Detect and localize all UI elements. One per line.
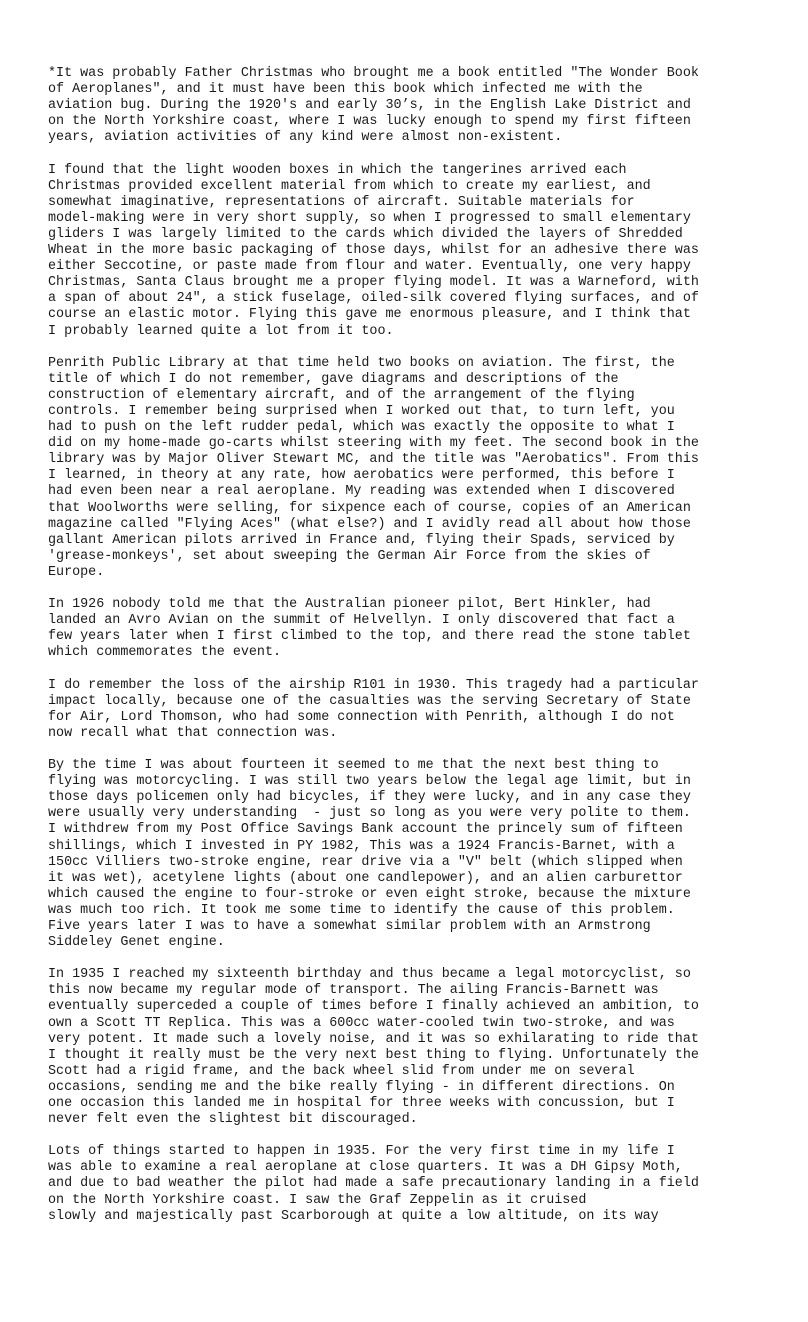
paragraph-sixteenth-birthday: In 1935 I reached my sixteenth birthday and thus became a legal motorcyclist, so this now became my regular mode of transport. The ailing Francis-Barnett was eventually superceded a couple of times before I finally achieved an ambition, to own a Scott TT Replica. This was a 600cc water-cooled twin two-stroke, and was very potent. It made such a lovely noise, and it was so exhilarating to ride that I thought it really must be the very next best thing to flying. Unfortunately the Scott had a rigid frame, and the back wheel slid from under me on several occasions, sending me and the bike really flying - in different directions. On one occasion this landed me in hospital for three weeks with concussion, but I never felt even the slightest bit discouraged. xyxy=(48,967,699,1128)
paragraph-airship-r101: I do remember the loss of the airship R101 in 1930. This tragedy had a particular impact locally, because one of the casualties was the serving Secretary of State for Air, Lord Thomson, who had some connection with Penrith, although I do not now recall what that connection was. xyxy=(48,677,699,741)
paragraph-wonder-book: *It was probably Father Christmas who brought me a book entitled "The Wonder Book of Aeroplanes", and it must have been this book which infected me with the aviation bug. During the 1920's and early 30’s, in the English Lake District and on the North Yorkshire coast, where I was lucky enough to spend my first fifteen years, aviation activities of any kind were almost non-existent. xyxy=(48,66,699,146)
paragraph-gipsy-moth: Lots of things started to happen in 1935. For the very first time in my life I was able to examine a real aeroplane at close quarters. It was a DH Gipsy Moth, and due to bad weather the pilot had made a safe precautionary landing in a field on the North Yorkshire coast. I saw the Graf Zeppelin as it cruised slowly and majestically past Scarborough at quite a low altitude, on its way xyxy=(48,1144,699,1224)
paragraph-motorcycling: By the time I was about fourteen it seemed to me that the next best thing to flying was motorcycling. I was still two years below the legal age limit, but in those days policemen only had bicycles, if they were lucky, and in any case they were usually very understanding - just so long as you were very polite to them. I withdrew from my Post Office Savings Bank account the princely sum of fifteen shillings, which I invested in PY 1982, This was a 1924 Francis-Barnet, with a 150cc Villiers two-stroke engine, rear drive via a "V" belt (which slipped when it was wet), acetylene lights (about one candlepower), and an alien carburettor which caused the engine to four-stroke or even eight stroke, because the mixture was much too rich. It took me some time to identify the cause of this problem. Five years later I was to have a somewhat similar problem with an Armstrong Siddeley Genet engine. xyxy=(48,758,691,951)
paragraph-model-making: I found that the light wooden boxes in which the tangerines arrived each Christmas provided excellent material from which to create my earliest, and somewhat imaginative, representations of aircraft. Suitable materials for model-making were in very short supply, so when I progressed to small elementary gliders I was largely limited to the cards which divided the layers of Shredded Wheat in the more basic packaging of those days, whilst for an adhesive there was either Seccotine, or paste made from flour and water. Eventually, one very happy Christmas, Santa Claus brought me a proper flying model. It was a Warneford, with a span of about 24", a stick fuselage, oiled-silk covered flying surfaces, and of course an elastic motor. Flying this gave me enormous pleasure, and I think that I probably learned quite a lot from it too. xyxy=(48,162,699,339)
paragraph-helvellyn-landing: In 1926 nobody told me that the Australian pioneer pilot, Bert Hinkler, had landed an Avro Avian on the summit of Helvellyn. I only discovered that fact a few years later when I first climbed to the top, and there read the stone tablet which commemorates the event. xyxy=(48,597,691,661)
paragraph-penrith-library: Penrith Public Library at that time held two books on aviation. The first, the title of which I do not remember, gave diagrams and descriptions of the construction of elementary aircraft, and of the arrangement of the flying controls. I remember being surprised when I worked out that, to turn left, you had to push on the left rudder pedal, which was exactly the opposite to what I did on my home-made go-carts whilst steering with my feet. The second book in the library was by Major Oliver Stewart MC, and the title was "Aerobatics". From this I learned, in theory at any rate, how aerobatics were performed, this before I had even been near a real aeroplane. My reading was extended when I discovered that Woolworths were selling, for sixpence each of course, copies of an American magazine called "Flying Aces" (what else?) and I avidly read all about how those gallant American pilots arrived in France and, flying their Spads, serviced by 'grease-monkeys', set about sweeping the German Air Force from the skies of Europe. xyxy=(48,355,699,580)
